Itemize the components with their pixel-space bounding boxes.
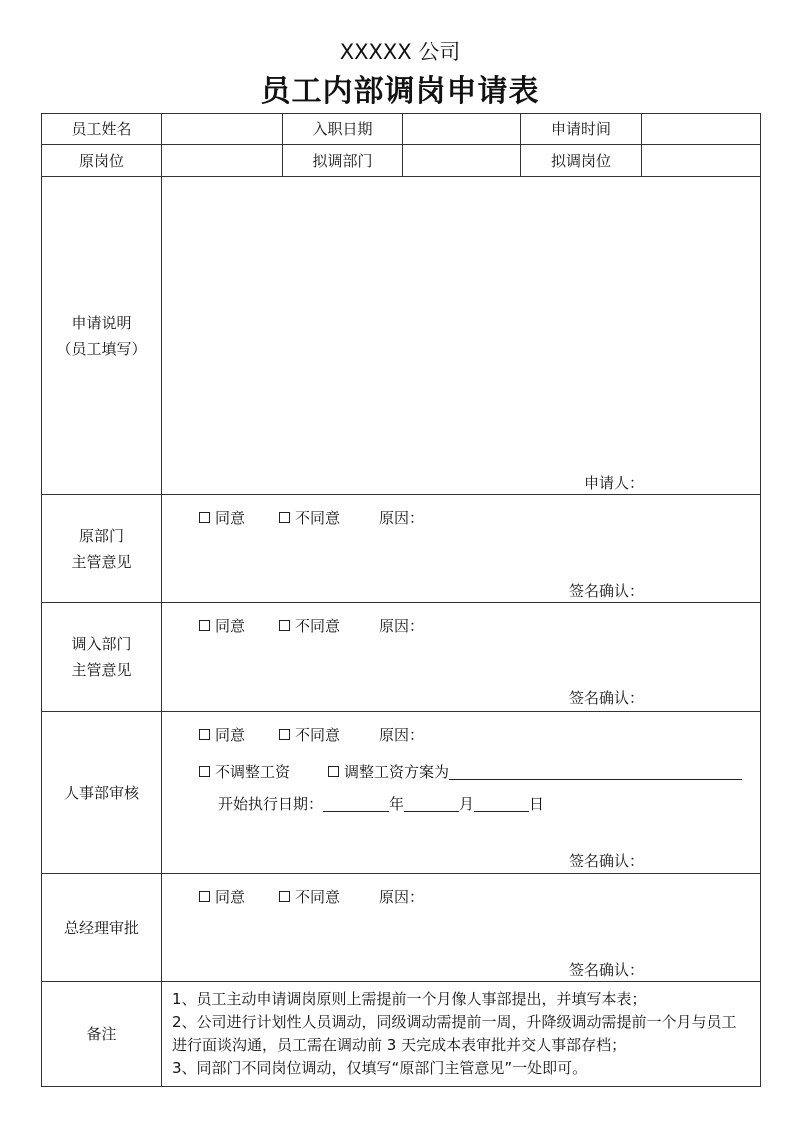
start-year-input[interactable]: [323, 796, 389, 812]
target-dept-label-line1: 调入部门: [71, 635, 132, 653]
form-title: 员工内部调岗申请表: [260, 74, 540, 109]
remarks-content: [162, 982, 761, 1087]
hire-date-label: 入职日期: [283, 114, 403, 145]
no-salary-adjust-option[interactable]: 不调整工资: [199, 761, 290, 782]
remark-item: 2、公司进行计划性人员调动，同级调动需提前一周，升降级调动需提前一个月与员工进行面谈沟通，员工需在调动前 3 天完成本表审批并交人事部存档；: [172, 1013, 737, 1054]
orig-dept-label-line1: 原部门: [78, 526, 124, 545]
hr-reason-label: 原因：: [379, 726, 425, 744]
original-post-field[interactable]: [162, 145, 283, 177]
remark-item: 1、员工主动申请调岗原则上需提前一个月像人事部提出，并填写本表；: [172, 990, 647, 1008]
orig-dept-disagree-option[interactable]: 不同意: [279, 507, 340, 528]
salary-adjust-option[interactable]: 调整工资方案为: [328, 761, 742, 782]
start-date-row: 开始执行日期： 年 月 日: [218, 795, 545, 813]
target-dept-reason-label: 原因：: [379, 617, 425, 635]
checkbox-icon[interactable]: [279, 512, 290, 523]
gm-approval-label: 总经理审批: [42, 874, 162, 982]
target-dept-opinion-label: [42, 603, 162, 712]
gm-disagree-option[interactable]: 不同意: [279, 886, 340, 907]
employee-name-field[interactable]: [162, 114, 283, 145]
checkbox-icon[interactable]: [279, 891, 290, 902]
gm-agree-option[interactable]: 同意: [199, 886, 245, 907]
application-label: [42, 177, 162, 495]
gm-reason-label: 原因：: [379, 888, 425, 906]
target-dept-field[interactable]: [403, 145, 521, 177]
employee-name-label: 员工姓名: [42, 114, 162, 145]
gm-approval-area: [162, 874, 761, 982]
checkbox-icon[interactable]: [199, 891, 210, 902]
checkbox-icon[interactable]: [328, 766, 339, 777]
salary-plan-input[interactable]: [449, 764, 742, 780]
start-day-input[interactable]: [474, 796, 529, 812]
application-label-line2: （员工填写）: [56, 339, 147, 358]
hr-agree-option[interactable]: 同意: [199, 724, 245, 745]
application-description-area[interactable]: [162, 177, 761, 495]
hire-date-field[interactable]: [403, 114, 521, 145]
hr-sign-label: 签名确认：: [568, 852, 644, 870]
target-dept-agree-option[interactable]: 同意: [199, 615, 245, 636]
orig-dept-reason-label: 原因：: [379, 509, 425, 527]
gm-sign-label: 签名确认：: [568, 961, 644, 979]
apply-time-field[interactable]: [642, 114, 761, 145]
target-post-label: 拟调岗位: [521, 145, 642, 177]
orig-dept-agree-option[interactable]: 同意: [199, 507, 245, 528]
checkbox-icon[interactable]: [279, 620, 290, 631]
hr-review-area: [162, 712, 761, 874]
checkbox-icon[interactable]: [199, 766, 210, 777]
target-dept-sign-label: 签名确认：: [568, 689, 644, 707]
orig-dept-label-line2: 主管意见: [71, 552, 132, 571]
applicant-sign-label: 申请人：: [583, 474, 644, 492]
remark-item: 3、同部门不同岗位调动，仅填写“原部门主管意见”一处即可。: [172, 1059, 588, 1077]
transfer-application-form: [41, 113, 761, 1087]
start-month-input[interactable]: [404, 796, 459, 812]
remarks-label: 备注: [42, 982, 162, 1087]
target-dept-opinion-area: [162, 603, 761, 712]
checkbox-icon[interactable]: [199, 620, 210, 631]
orig-dept-sign-label: 签名确认：: [568, 582, 644, 600]
target-dept-disagree-option[interactable]: 不同意: [279, 615, 340, 636]
original-post-label: 原岗位: [42, 145, 162, 177]
orig-dept-label: [42, 495, 162, 603]
hr-disagree-option[interactable]: 不同意: [279, 724, 340, 745]
company-name: XXXXX 公司: [339, 40, 461, 64]
checkbox-icon[interactable]: [199, 729, 210, 740]
hr-review-label: 人事部审核: [42, 712, 162, 874]
apply-time-label: 申请时间: [521, 114, 642, 145]
application-label-line1: 申请说明: [71, 313, 132, 332]
target-post-field[interactable]: [642, 145, 761, 177]
target-dept-label-line2: 主管意见: [71, 661, 132, 679]
target-dept-label: 拟调部门: [283, 145, 403, 177]
orig-dept-opinion-area: [162, 495, 761, 603]
checkbox-icon[interactable]: [279, 729, 290, 740]
checkbox-icon[interactable]: [199, 512, 210, 523]
